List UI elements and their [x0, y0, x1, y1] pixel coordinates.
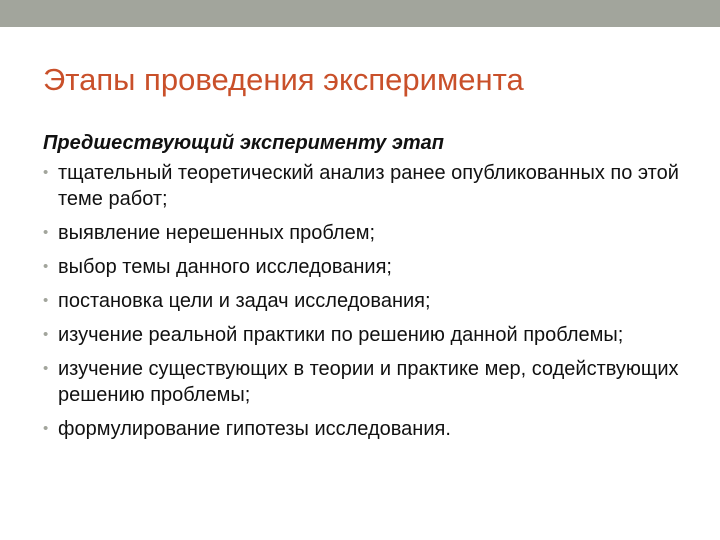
- list-item: [43, 356, 683, 408]
- list-item-text: выбор темы данного исследования;: [58, 256, 392, 278]
- list-item: [43, 322, 683, 348]
- list-item-text: изучение существующих в теории и практике мер, содействующих решению проблемы;: [58, 358, 679, 406]
- list-item: [43, 254, 683, 280]
- list-item-text: формулирование гипотезы исследования.: [58, 418, 451, 440]
- subheading: Предшествующий эксперименту этап: [43, 132, 445, 154]
- list-item: [43, 416, 683, 442]
- list-item: [43, 220, 683, 246]
- bullet-icon: •: [43, 292, 49, 309]
- bullet-icon: •: [43, 164, 49, 181]
- list-item-text: выявление нерешенных проблем;: [58, 222, 376, 244]
- slide-title: Этапы проведения эксперимента: [43, 62, 524, 97]
- bullet-icon: •: [43, 420, 49, 437]
- list-item: [43, 160, 683, 212]
- list-item-text: изучение реальной практики по решению данной проблемы;: [58, 324, 624, 346]
- bullet-icon: •: [43, 360, 49, 377]
- bullet-icon: •: [43, 224, 49, 241]
- bullet-list: [43, 160, 683, 442]
- bullet-icon: •: [43, 326, 49, 343]
- top-bar: [0, 0, 720, 27]
- bullet-icon: •: [43, 258, 49, 275]
- slide-content: [43, 130, 683, 450]
- list-item-text: тщательный теоретический анализ ранее опубликованных по этой теме работ;: [58, 162, 679, 210]
- list-item: [43, 288, 683, 314]
- list-item-text: постановка цели и задач исследования;: [58, 290, 431, 312]
